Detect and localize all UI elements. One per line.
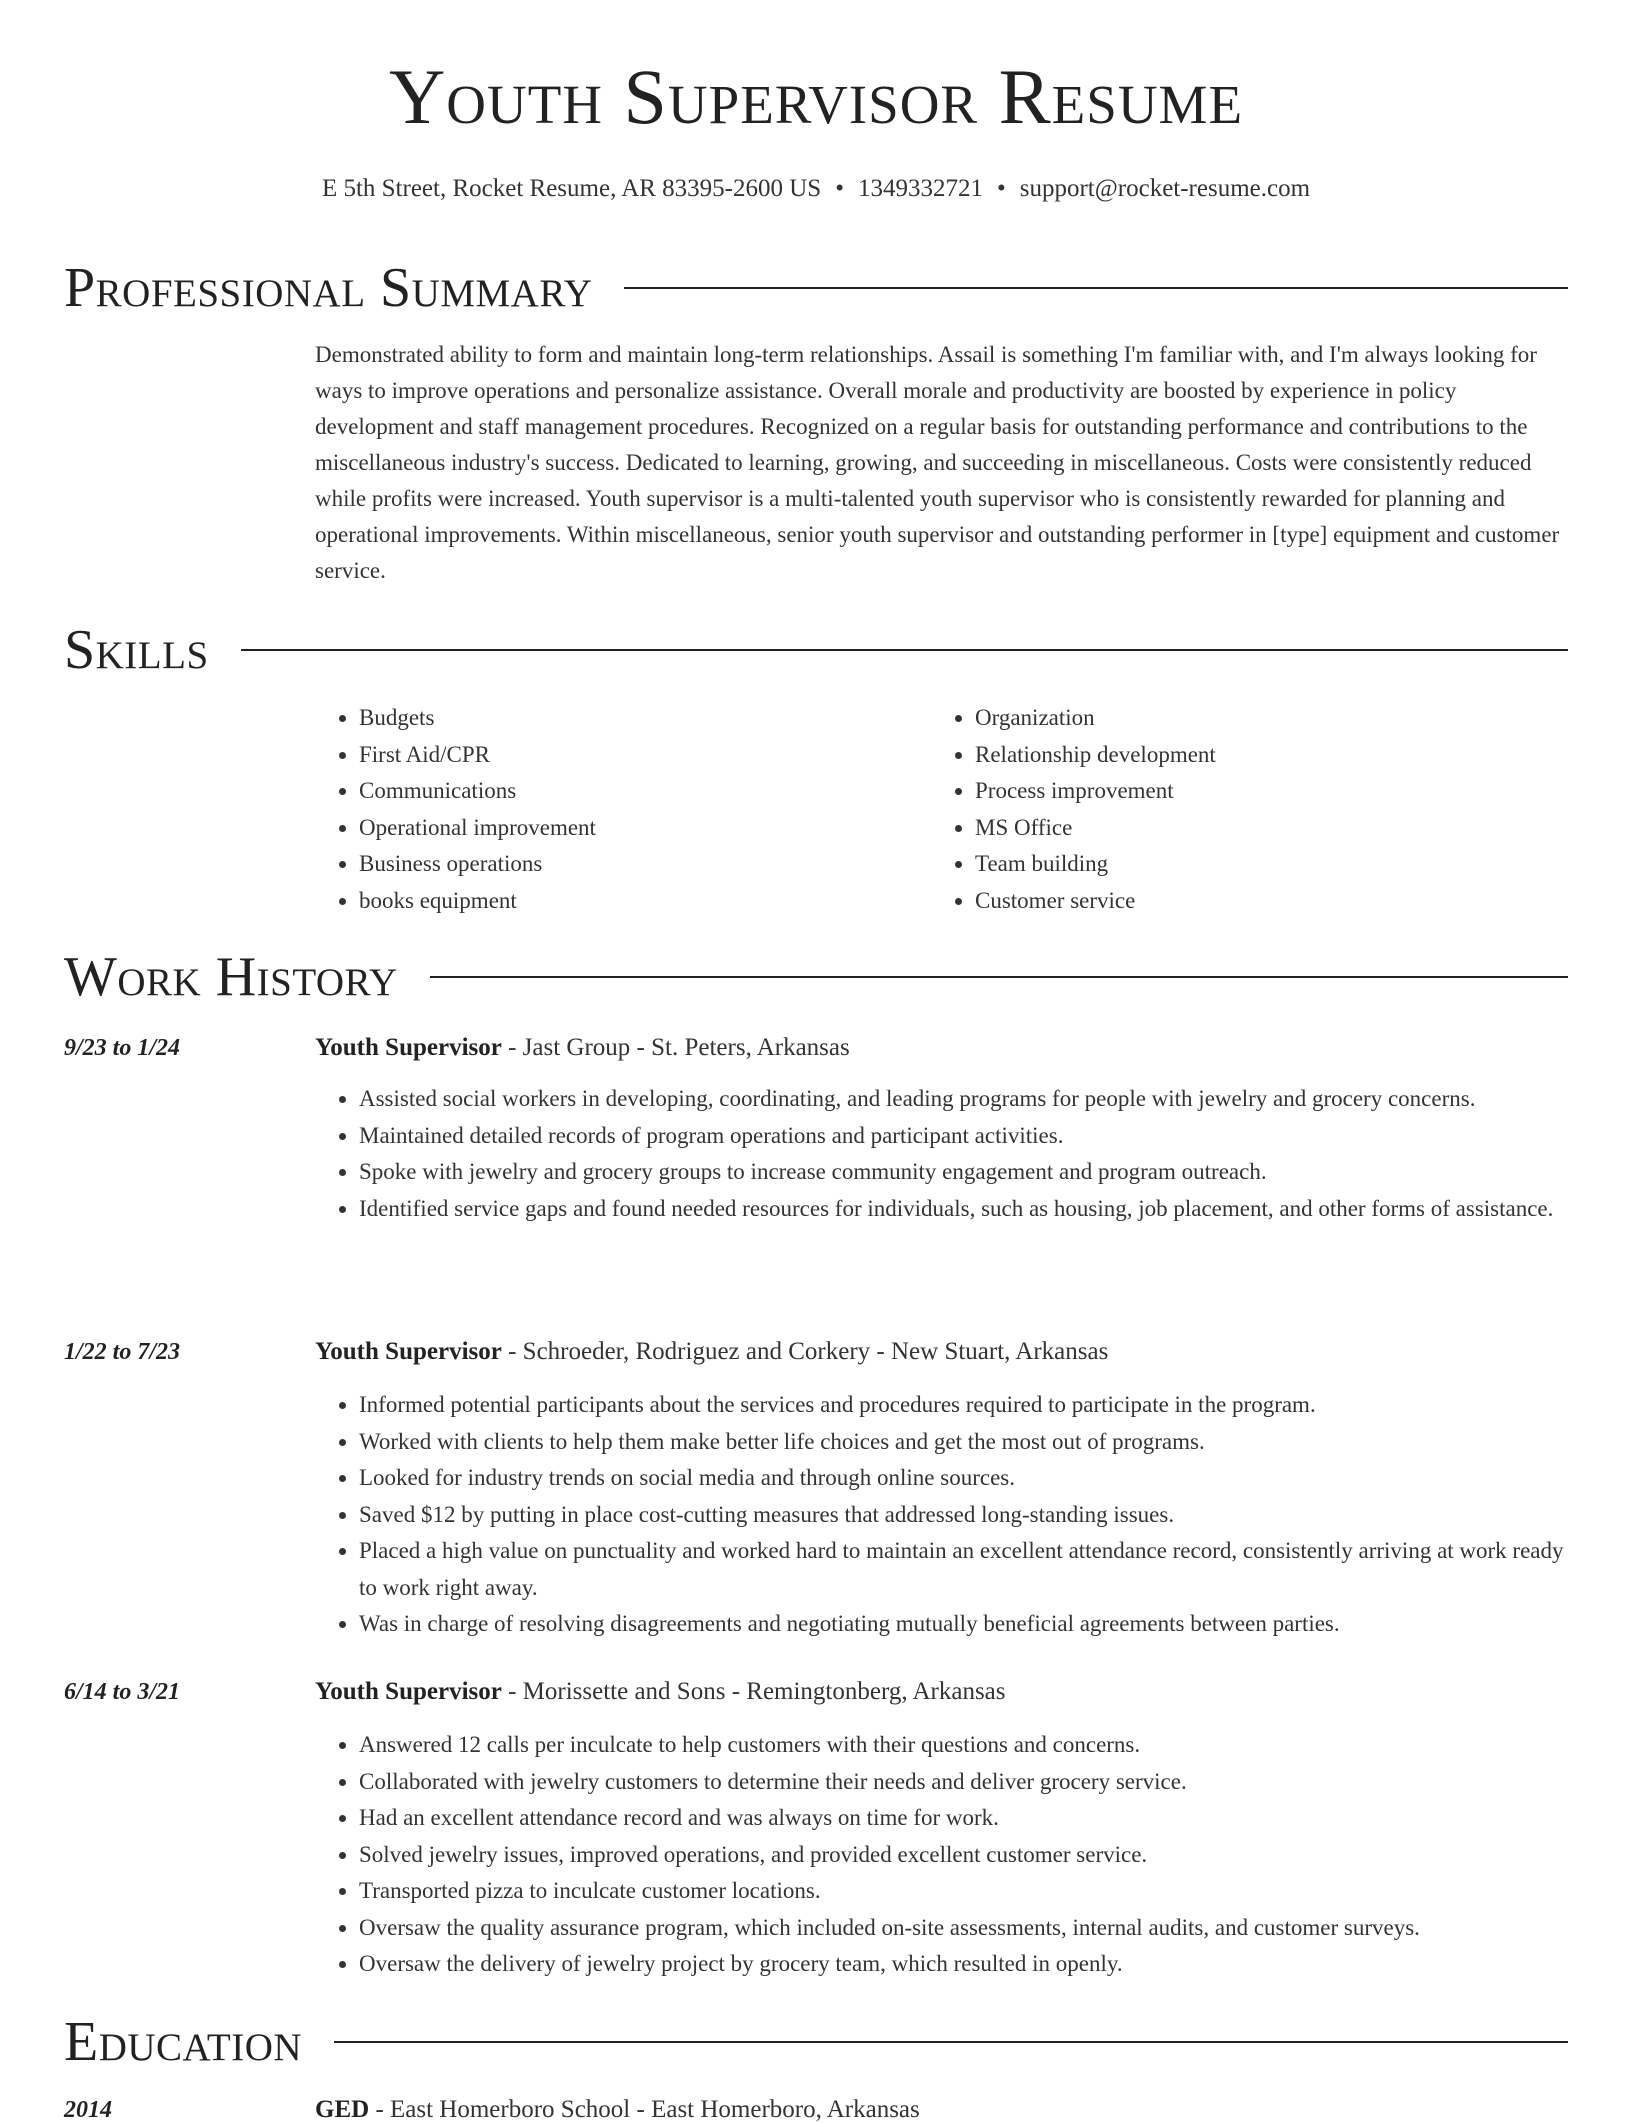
skill-item: • books equipment bbox=[359, 883, 931, 920]
job-bullet: • Assisted social workers in developing, coordinating, and leading programs for people with jewelry and grocery concerns. bbox=[359, 1081, 1568, 1118]
job-bullet: • Solved jewelry issues, improved operations, and provided excellent customer service. bbox=[359, 1837, 1568, 1874]
job-bullets bbox=[315, 1081, 1568, 1227]
job-bullet: • Transported pizza to inculcate customer locations. bbox=[359, 1873, 1568, 1910]
skill-item: • Operational improvement bbox=[359, 810, 931, 847]
education-date: 2014 bbox=[64, 2097, 112, 2123]
job-dates: 6/14 to 3/21 bbox=[64, 1679, 181, 1705]
job-dates: 9/23 to 1/24 bbox=[64, 1035, 181, 1061]
job-bullet: • Was in charge of resolving disagreements and negotiating mutually beneficial agreements between parties. bbox=[359, 1606, 1568, 1643]
job-header bbox=[315, 1339, 1108, 1364]
job-details: - Morissette and Sons - Remingtonberg, Arkansas bbox=[501, 1678, 1006, 1705]
job-header bbox=[315, 1035, 850, 1060]
job-bullet: • Spoke with jewelry and grocery groups to increase community engagement and program outreach. bbox=[359, 1154, 1568, 1191]
job-bullet: • Oversaw the quality assurance program, which included on-site assessments, internal audits, and customer surveys. bbox=[359, 1910, 1568, 1947]
job-bullet: • Placed a high value on punctuality and worked hard to maintain an excellent attendance record, consistently arriving at work ready to work right away. bbox=[359, 1533, 1568, 1606]
skill-item: • Communications bbox=[359, 773, 931, 810]
section-divider bbox=[334, 2041, 1568, 2043]
education-entry bbox=[315, 2097, 920, 2122]
work-section-header bbox=[64, 947, 1568, 1007]
contact-address: E 5th Street, Rocket Resume, AR 83395-2600 US bbox=[321, 175, 822, 202]
job-bullets bbox=[315, 1387, 1568, 1643]
resume-title: Youth Supervisor Resume bbox=[388, 53, 1244, 140]
job-details: - Jast Group - St. Peters, Arkansas bbox=[501, 1034, 850, 1061]
section-divider bbox=[430, 976, 1568, 978]
summary-text: Demonstrated ability to form and maintain long-term relationships. Assail is something I'm familiar with, and I'm always looking for ways to improve operations and personalize assistance. Overall morale and productivity are boosted by experience in policy development and staff management procedures. Recognized on a regular basis for outstanding performance and contributions to the miscellaneous industry's success. Dedicated to learning, growing, and succeeding in miscellaneous. Costs were consistently reduced while profits were increased. Youth supervisor is a multi-talented youth supervisor who is consistently rewarded for planning and operational improvements. Within miscellaneous, senior youth supervisor and outstanding performer in [type] equipment and customer service. bbox=[315, 342, 1560, 583]
skill-item: • Budgets bbox=[359, 700, 931, 737]
skill-item: • Process improvement bbox=[975, 773, 1547, 810]
job-dates: 1/22 to 7/23 bbox=[64, 1339, 181, 1365]
job-role: Youth Supervisor bbox=[315, 1034, 502, 1061]
skills-list bbox=[315, 700, 1568, 919]
section-divider bbox=[241, 649, 1568, 651]
job-role: Youth Supervisor bbox=[315, 1338, 502, 1365]
job-bullet: • Identified service gaps and found needed resources for individuals, such as housing, job placement, and other forms of assistance. bbox=[359, 1191, 1568, 1228]
skill-item: • Team building bbox=[975, 846, 1547, 883]
skills-column-left bbox=[315, 700, 931, 919]
skills-heading: Skills bbox=[64, 619, 209, 681]
contact-phone: 1349332721 bbox=[857, 175, 983, 202]
summary-section-header bbox=[64, 258, 1568, 318]
education-section-header bbox=[64, 2012, 1568, 2072]
skills-column-right bbox=[931, 700, 1547, 919]
education-degree: GED bbox=[315, 2096, 370, 2123]
summary-heading: Professional Summary bbox=[64, 257, 593, 319]
job-bullet: • Oversaw the delivery of jewelry project by grocery team, which resulted in openly. bbox=[359, 1946, 1568, 1983]
skill-item: • Organization bbox=[975, 700, 1547, 737]
job-bullet: • Saved $12 by putting in place cost-cutting measures that addressed long-standing issues. bbox=[359, 1497, 1568, 1534]
work-heading: Work History bbox=[64, 946, 398, 1008]
job-bullet: • Worked with clients to help them make better life choices and get the most out of programs. bbox=[359, 1424, 1568, 1461]
job-bullet: • Collaborated with jewelry customers to determine their needs and deliver grocery service. bbox=[359, 1764, 1568, 1801]
skill-item: • Relationship development bbox=[975, 737, 1547, 774]
contact-line bbox=[0, 176, 1632, 201]
section-divider bbox=[624, 287, 1568, 289]
skill-item: • First Aid/CPR bbox=[359, 737, 931, 774]
job-header bbox=[315, 1679, 1006, 1704]
job-role: Youth Supervisor bbox=[315, 1678, 502, 1705]
job-bullet: • Had an excellent attendance record and was always on time for work. bbox=[359, 1800, 1568, 1837]
contact-separator: • bbox=[835, 175, 844, 202]
skill-item: • Business operations bbox=[359, 846, 931, 883]
job-bullet: • Informed potential participants about the services and procedures required to participate in the program. bbox=[359, 1387, 1568, 1424]
education-details: - East Homerboro School - East Homerboro, Arkansas bbox=[369, 2096, 920, 2123]
education-heading: Education bbox=[64, 2011, 303, 2073]
skill-item: • Customer service bbox=[975, 883, 1547, 920]
job-bullets bbox=[315, 1727, 1568, 1983]
job-bullet: • Answered 12 calls per inculcate to help customers with their questions and concerns. bbox=[359, 1727, 1568, 1764]
skill-item: • MS Office bbox=[975, 810, 1547, 847]
contact-separator: • bbox=[996, 175, 1006, 202]
contact-email: support@rocket-resume.com bbox=[1019, 175, 1311, 202]
job-bullet: • Maintained detailed records of program operations and participant activities. bbox=[359, 1118, 1568, 1155]
job-bullet: • Looked for industry trends on social media and through online sources. bbox=[359, 1460, 1568, 1497]
job-details: - Schroeder, Rodriguez and Corkery - New Stuart, Arkansas bbox=[501, 1338, 1109, 1365]
skills-section-header bbox=[64, 620, 1568, 680]
